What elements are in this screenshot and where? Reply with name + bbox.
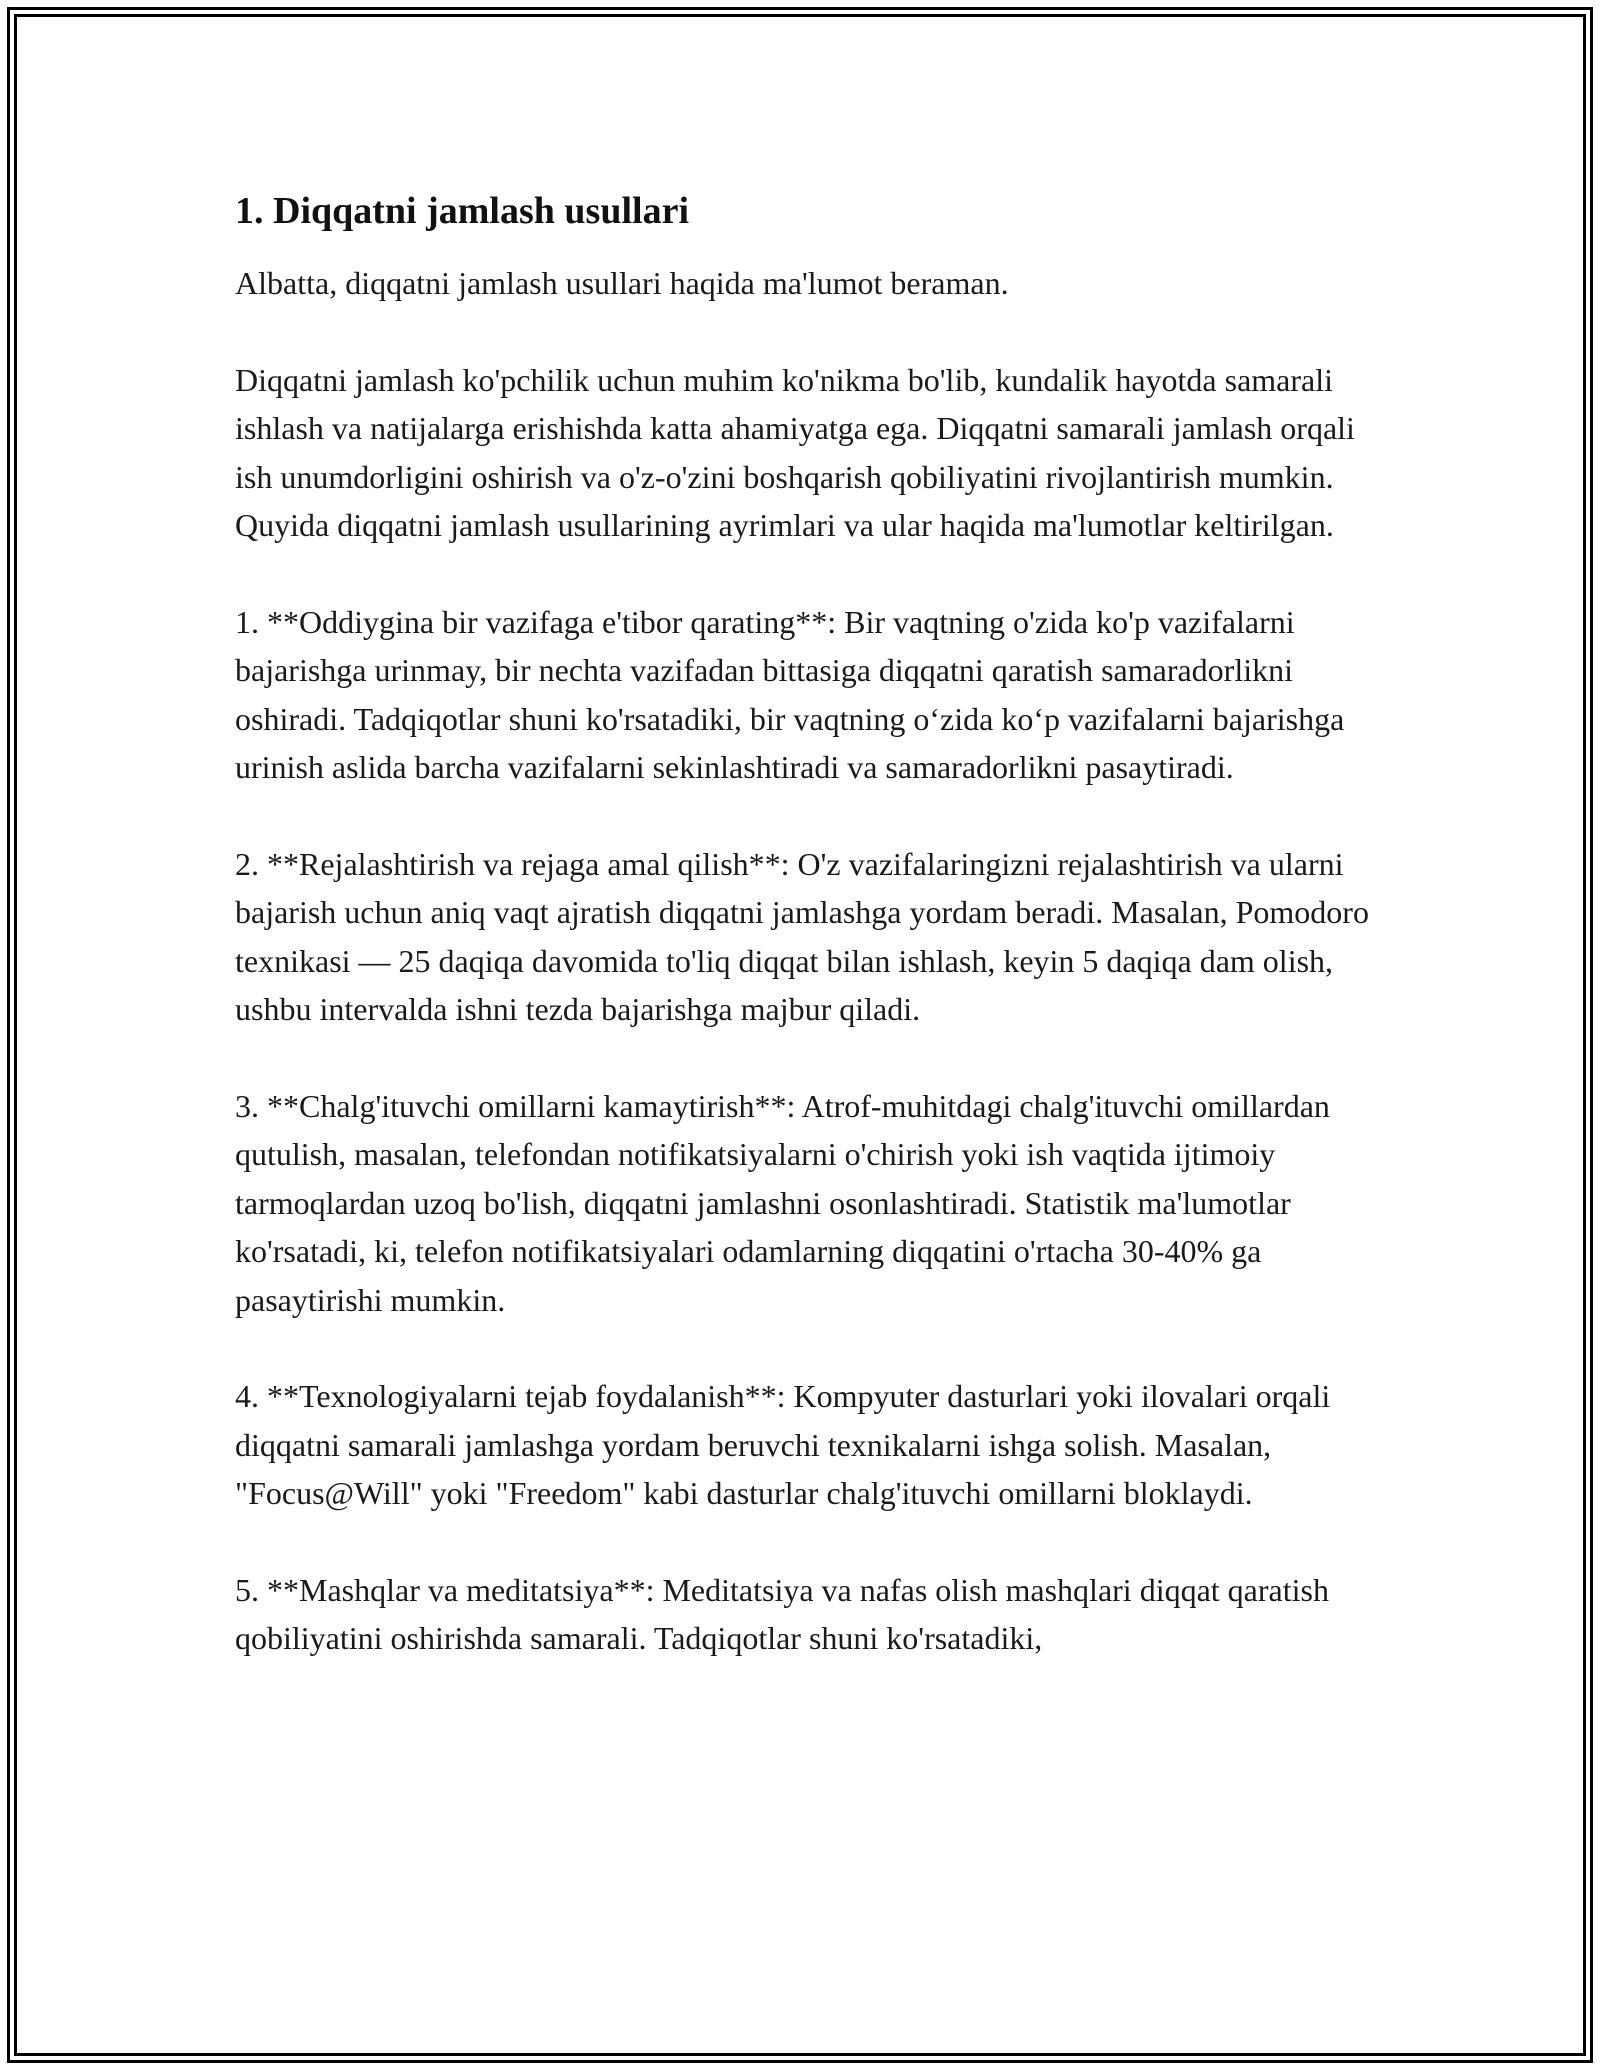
method-3-paragraph: 3. **Chalg'ituvchi omillarni kamaytirish**: Atrof-muhitdagi chalg'ituvchi omillardan qutulish, masalan, telefondan notifikatsiyalarni o'chirish yoki ish vaqtida ijtimoiy tarmoqlardan uzoq bo'lish, diqqatni jamlashni osonlashtiradi. Statistik ma'lumotlar ko'rsatadi, ki, telefon notifikatsiyalari odamlarning diqqatini o'rtacha 30-40% ga pasaytirishi mumkin. (235, 1087, 1330, 1318)
section-heading: 1. Diqqatni jamlash usullari (235, 190, 689, 232)
method-1-paragraph: 1. **Oddiygina bir vazifaga e'tibor qarating**: Bir vaqtning o'zida ko'p vazifalarni bajarishga urinmay, bir nechta vazifadan bittasiga diqqatni qaratish samaradorlikni oshiradi. Tadqiqotlar shuni ko'rsatadiki, bir vaqtning o‘zida ko‘p vazifalarni bajarishga urinish aslida barcha vazifalarni sekinlashtiradi va samaradorlikni pasaytiradi. (235, 603, 1345, 785)
method-5-paragraph: 5. **Mashqlar va meditatsiya**: Meditatsiya va nafas olish mashqlari diqqat qaratish qobiliyatini oshirishda samarali. Tadqiqotlar shuni ko'rsatadiki, (235, 1571, 1329, 1656)
intro-paragraph: Albatta, diqqatni jamlash usullari haqida ma'lumot beraman. (235, 265, 1009, 301)
document-body (235, 185, 1375, 1711)
method-2-paragraph: 2. **Rejalashtirish va rejaga amal qilish**: O'z vazifalaringizni rejalashtirish va ularni bajarish uchun aniq vaqt ajratish diqqatni jamlashga yordam beradi. Masalan, Pomodoro texnikasi — 25 daqiqa davomida to'liq diqqat bilan ishlash, keyin 5 daqiqa dam olish, ushbu intervalda ishni tezda bajarishga majbur qiladi. (235, 845, 1369, 1027)
method-4-paragraph: 4. **Texnologiyalarni tejab foydalanish**: Kompyuter dasturlari yoki ilovalari orqali diqqatni samarali jamlashga yordam beruvchi texnikalarni ishga solish. Masalan, "Focus@Will" yoki "Freedom" kabi dasturlar chalg'ituvchi omillarni bloklaydi. (235, 1378, 1331, 1511)
overview-paragraph: Diqqatni jamlash ko'pchilik uchun muhim ko'nikma bo'lib, kundalik hayotda samarali ishlash va natijalarga erishishda katta ahamiyatga ega. Diqqatni samarali jamlash orqali ish unumdorligini oshirish va o'z-o'zini boshqarish qobiliyatini rivojlantirish mumkin. Quyida diqqatni jamlash usullarining ayrimlari va ular haqida ma'lumotlar keltirilgan. (235, 361, 1355, 543)
